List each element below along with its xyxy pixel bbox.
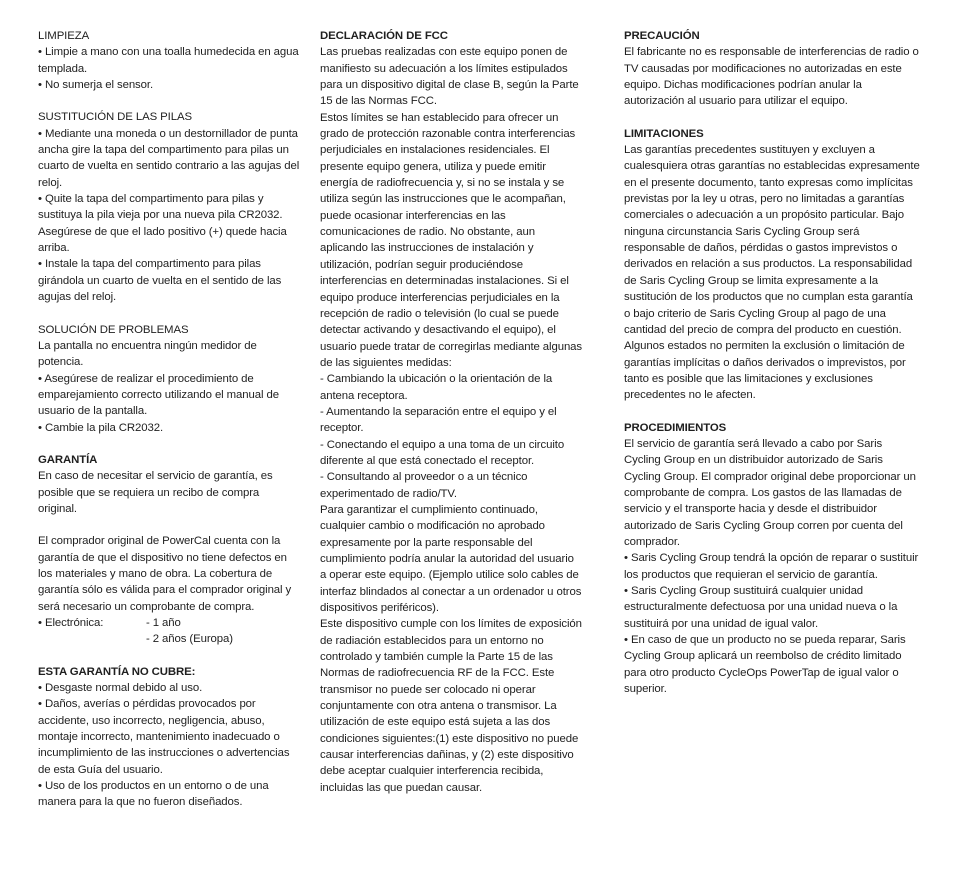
- list-item: • Uso de los productos en un entorno o de una manera para la que no fueron diseñados.: [38, 780, 269, 809]
- heading-limitaciones: LIMITACIONES: [624, 127, 704, 140]
- list-item: • Instale la tapa del compartimento para pilas girándola un cuarto de vuelta en el sentido de las agujas del reloj.: [38, 258, 282, 304]
- paragraph: El fabricante no es responsable de interferencias de radio o TV causadas por modificaciones no autorizadas en este equipo. Dichas modificaciones podrían anular la autorización al usuario para utilizar el equipo.: [624, 46, 919, 108]
- column-left: [38, 28, 300, 811]
- paragraph: Las pruebas realizadas con este equipo ponen de manifiesto su adecuación a los límites estipulados para un dispositivo digital de clase B, según la Parte 15 de las Normas FCC.: [320, 46, 579, 108]
- list-item: - Conectando el equipo a una toma de un circuito diferente al que está conectado el receptor.: [320, 438, 565, 467]
- list-item: • Daños, averías o pérdidas provocados por accidente, uso incorrecto, negligencia, abuso, montaje incorrecto, mantenimiento inadecuado o incumplimiento de las instrucciones o advertencias de esta Guía del usuario.: [38, 698, 290, 776]
- list-item: - Aumentando la separación entre el equipo y el receptor.: [320, 405, 557, 435]
- heading-solucion-problemas: SOLUCIÓN DE PROBLEMAS: [38, 323, 189, 336]
- warranty-row-electronica: [38, 615, 300, 631]
- list-item: • Cambie la pila CR2032.: [38, 421, 164, 434]
- warranty-label: • Electrónica:: [38, 617, 104, 629]
- paragraph: En caso de necesitar el servicio de garantía, es posible que se requiera un recibo de compra original.: [38, 470, 273, 515]
- heading-sustitucion-pilas: SUSTITUCIÓN DE LAS PILAS: [38, 111, 192, 124]
- paragraph: Las garantías precedentes sustituyen y excluyen a cualesquiera otras garantías no establecidas expresamente en el presente documento, tanto expresas como implícitas previstas por la ley u otras, pero no limitadas a garantías comerciales o adecuación a un propósito particular. Bajo ninguna circunstancia Saris Cycling Group será responsable de daños, pérdidas o gastos imprevistos o derivados en relación a sus productos. La responsabilidad de Saris Cycling Group se limita expresamente a la sustitución de los productos que no cumplan esta garantía o bajo criterio de Saris Cycling Group al pago de una cantidad del precio de compra del producto en cuestión. Algunos estados no permiten la exclusión o limitación de garantías implícitas o daños derivados o imprevistos, por tanto es posible que las limitaciones y exclusiones precedentes no le afecten.: [624, 144, 920, 402]
- paragraph: El comprador original de PowerCal cuenta con la garantía de que el dispositivo no tiene defectos en los materiales y mano de obra. La cobertura de garantía sólo es válida para el comprador original y será necesario un comprobante de compra.: [38, 535, 292, 613]
- list-item: • Saris Cycling Group tendrá la opción de reparar o sustituir los productos que requieran el servicio de garantía.: [624, 552, 919, 581]
- list-item: • Desgaste normal debido al uso.: [38, 682, 203, 695]
- column-right: [624, 28, 920, 697]
- list-item: • Quite la tapa del compartimento para pilas y sustituya la pila vieja por una nueva pila CR2032. Asegúrese de que el lado positivo (+) quede hacia arriba.: [38, 193, 287, 255]
- list-item: • En caso de que un producto no se pueda reparar, Saris Cycling Group aplicará un reembolso de crédito limitado para otro producto CycleOps PowerTap de igual valor o superior.: [624, 634, 906, 696]
- warranty-row-europa: [38, 631, 300, 647]
- warranty-value: - 2 años (Europa): [146, 633, 233, 646]
- paragraph: El servicio de garantía será llevado a cabo por Saris Cycling Group en un distribuidor autorizado de Saris Cycling Group. El comprador original debe proporcionar un comprobante de compra. Los gastos de las llamadas de servicio y el transporte hacia y desde el distribuidor autorizado de Saris Cycling Group corren por cuenta del comprador.: [624, 437, 916, 548]
- paragraph: La pantalla no encuentra ningún medidor de potencia.: [38, 339, 257, 369]
- heading-precaucion: PRECAUCIÓN: [624, 30, 700, 42]
- list-item: - Consultando al proveedor o a un técnico experimentado de radio/TV.: [320, 471, 528, 500]
- list-item: • Saris Cycling Group sustituirá cualquier unidad estructuralmente defectuosa por una unidad nueva o la sustituirá por una unidad de igual valor.: [624, 585, 898, 630]
- paragraph: Para garantizar el cumplimiento continuado, cualquier cambio o modificación no aprobado expresamente por la parte responsable del cumplimiento podría anular la autoridad del usuario a operar este equipo. (Ejemplo utilice solo cables de interfaz blindados al conectar a un ordenador u otros dispositivos periféricos).: [320, 503, 582, 615]
- paragraph: Este dispositivo cumple con los límites de exposición de radiación establecidos para un entorno no controlado y también cumple la Parte 15 de las Normas de radiofrecuencia RF de la FCC. Este transmisor no puede ser colocado ni operar conjuntamente con otra antena o transmisor. La utilización de este equipo está sujeta a las dos condiciones siguientes:(1) este dispositivo no puede causar interferencias dañinas, y (2) este dispositivo debe aceptar cualquier interferencia recibida, incluidas las que puedan causar.: [320, 618, 582, 794]
- heading-fcc: DECLARACIÓN DE FCC: [320, 30, 448, 42]
- heading-no-cubre: ESTA GARANTÍA NO CUBRE:: [38, 665, 196, 678]
- heading-procedimientos: PROCEDIMIENTOS: [624, 421, 727, 434]
- list-item: - Cambiando la ubicación o la orientación de la antena receptora.: [320, 373, 553, 402]
- list-item: • Limpie a mano con una toalla humedecida en agua templada.: [38, 46, 299, 75]
- warranty-value: - 1 año: [146, 617, 181, 629]
- paragraph: Estos límites se han establecido para ofrecer un grado de protección razonable contra interferencias perjudiciales en instalaciones residenciales. El presente equipo genera, utiliza y puede emitir energía de radiofrecuencia y, si no se instala y se utiliza según las instrucciones que le acompañan, puede ocasionar interferencias en las comunicaciones de radio. No obstante, aun aplicando las instrucciones de instalación y utilización, podrían seguir produciéndose interferencias en determinadas instalaciones. Si el equipo produce interferencias perjudiciales en la recepción de radio o televisión (lo cual se puede detectar activando y desactivando el equipo), el usuario puede tratar de corregirlas mediante algunas de las siguientes medidas:: [320, 111, 583, 369]
- column-middle: [320, 28, 582, 796]
- heading-garantia: GARANTÍA: [38, 453, 98, 466]
- list-item: • No sumerja el sensor.: [38, 79, 154, 92]
- list-item: • Mediante una moneda o un destornillador de punta ancha gire la tapa del compartimento para pilas un cuarto de vuelta en sentido contrario a las agujas del reloj.: [38, 127, 300, 189]
- heading-limpieza: LIMPIEZA: [38, 30, 90, 42]
- list-item: • Asegúrese de realizar el procedimiento de emparejamiento correcto utilizando el manual de usuario de la pantalla.: [38, 372, 279, 418]
